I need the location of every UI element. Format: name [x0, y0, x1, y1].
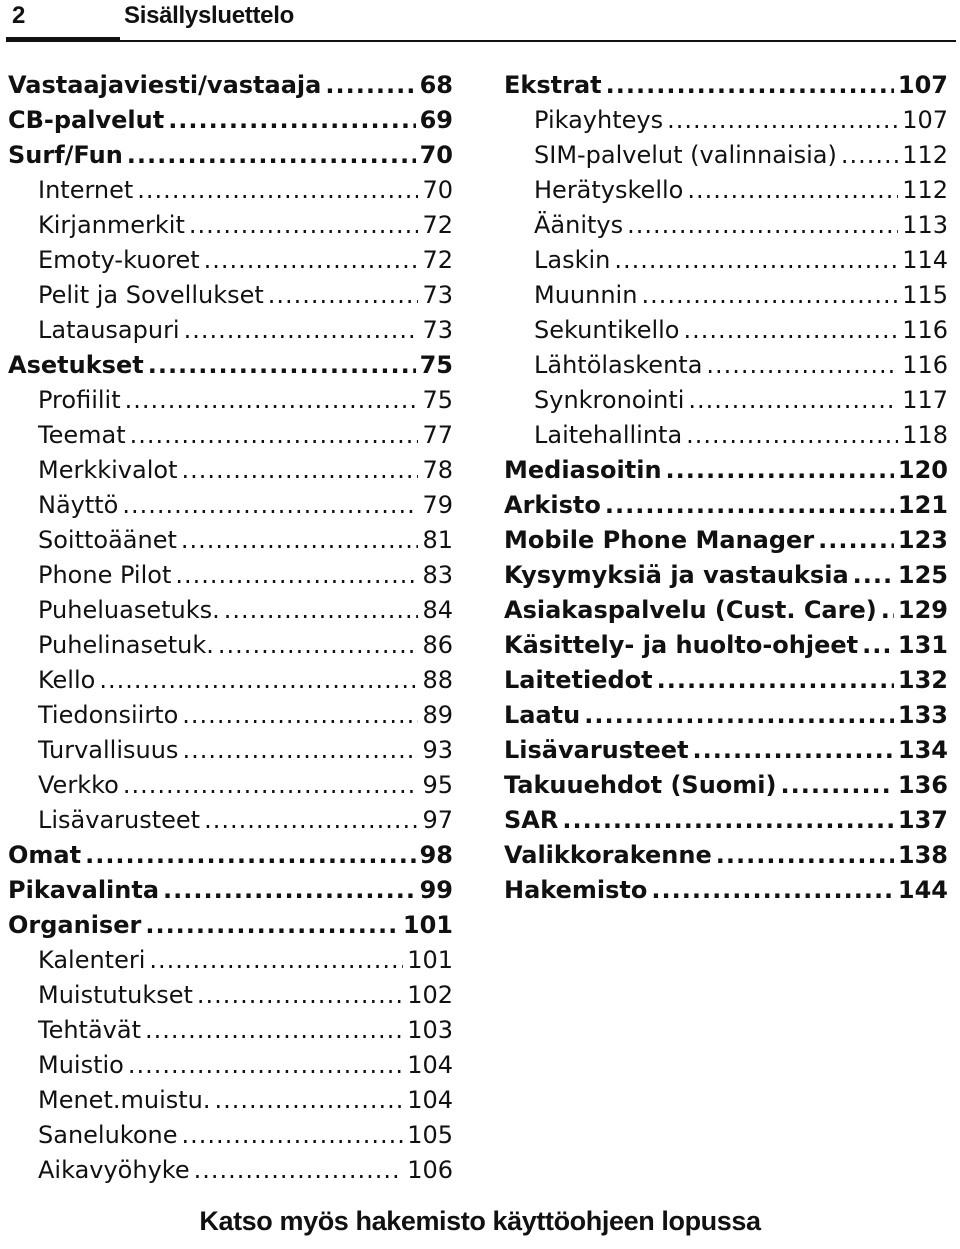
toc-entry-page: 68 — [419, 71, 453, 99]
toc-entry-label: Valikkorakenne — [504, 841, 712, 869]
toc-entry[interactable] — [504, 313, 948, 348]
toc-entry-page: 88 — [422, 666, 453, 694]
toc-entry-page: 70 — [422, 176, 453, 204]
toc-leader-dots — [125, 383, 419, 418]
toc-entry-page: 144 — [897, 876, 948, 904]
toc-leader-dots — [123, 768, 419, 803]
toc-entry-page: 101 — [407, 946, 453, 974]
toc-leader-dots — [818, 523, 894, 558]
toc-entry-page: 95 — [422, 771, 453, 799]
toc-entry-label: Phone Pilot — [38, 561, 172, 589]
toc-entry-page: 83 — [422, 561, 453, 589]
toc-entry-label: Asiakaspalvelu (Cust. Care) — [504, 596, 877, 624]
toc-leader-dots — [853, 558, 894, 593]
toc-entry-label: Sanelukone — [38, 1121, 178, 1149]
toc-entry[interactable] — [8, 733, 453, 768]
toc-entry[interactable] — [8, 803, 453, 838]
toc-entry-label: Mobile Phone Manager — [504, 526, 815, 554]
toc-entry[interactable] — [8, 908, 453, 943]
toc-entry-label: Laatu — [504, 701, 581, 729]
toc-leader-dots — [781, 768, 894, 803]
page-number: 2 — [12, 2, 26, 29]
toc-entry-label: Vastaajaviesti/vastaaja — [8, 71, 322, 99]
toc-entry-label: Herätyskello — [534, 176, 684, 204]
toc-entry[interactable] — [8, 488, 453, 523]
toc-entry[interactable] — [504, 103, 948, 138]
toc-leader-dots — [716, 838, 894, 873]
toc-entry-label: Kirjanmerkit — [38, 211, 185, 239]
toc-entry-page: 75 — [422, 386, 453, 414]
toc-entry-label: CB-palvelut — [8, 106, 165, 134]
toc-leader-dots — [667, 103, 898, 138]
toc-entry-page: 77 — [422, 421, 453, 449]
toc-entry[interactable] — [504, 523, 948, 558]
toc-entry[interactable] — [8, 1118, 453, 1153]
toc-leader-dots — [657, 663, 894, 698]
toc-leader-dots — [862, 628, 894, 663]
toc-entry-page: 106 — [407, 1156, 453, 1184]
page-header — [0, 0, 960, 44]
toc-entry[interactable] — [504, 768, 948, 803]
toc-entry[interactable] — [8, 978, 453, 1013]
toc-entry-page: 72 — [422, 246, 453, 274]
toc-entry-page: 138 — [897, 841, 948, 869]
toc-entry[interactable] — [8, 103, 453, 138]
toc-entry-page: 102 — [407, 981, 453, 1009]
toc-entry-page: 134 — [897, 736, 948, 764]
toc-entry-label: Puhelinasetuk. — [38, 631, 214, 659]
toc-entry-label: Internet — [38, 176, 134, 204]
toc-entry-page: 81 — [422, 526, 453, 554]
toc-entry-page: 99 — [419, 876, 453, 904]
toc-leader-dots — [122, 488, 418, 523]
toc-leader-dots — [127, 138, 416, 173]
toc-entry[interactable] — [8, 943, 453, 978]
toc-leader-dots — [204, 243, 419, 278]
toc-entry[interactable] — [504, 663, 948, 698]
toc-entry-label: Hakemisto — [504, 876, 648, 904]
toc-entry-label: Käsittely- ja huolto-ohjeet — [504, 631, 859, 659]
toc-leader-dots — [145, 1013, 403, 1048]
toc-entry-page: 101 — [402, 911, 453, 939]
toc-leader-dots — [688, 383, 898, 418]
toc-entry-page: 75 — [419, 351, 453, 379]
toc-leader-dots — [666, 453, 894, 488]
toc-entry-page: 129 — [897, 596, 948, 624]
header-rule-thick — [6, 37, 120, 42]
toc-entry-page: 105 — [407, 1121, 453, 1149]
toc-entry-label: Takuuehdot (Suomi) — [504, 771, 777, 799]
toc-entry[interactable] — [504, 803, 948, 838]
toc-entry-label: SAR — [504, 806, 559, 834]
toc-entry[interactable] — [504, 733, 948, 768]
toc-entry[interactable] — [504, 138, 948, 173]
toc-leader-dots — [137, 173, 418, 208]
toc-entry-label: Omat — [8, 841, 82, 869]
toc-leader-dots — [181, 523, 419, 558]
toc-leader-dots — [149, 943, 403, 978]
toc-leader-dots — [128, 1048, 403, 1083]
toc-entry-label: Kalenteri — [38, 946, 146, 974]
toc-entry[interactable] — [504, 453, 948, 488]
toc-entry-page: 118 — [902, 421, 948, 449]
toc-leader-dots — [693, 733, 894, 768]
toc-entry-page: 72 — [422, 211, 453, 239]
toc-entry-page: 123 — [897, 526, 948, 554]
toc-entry-label: Organiser — [8, 911, 142, 939]
toc-entry[interactable] — [8, 663, 453, 698]
toc-entry-label: Pikayhteys — [534, 106, 664, 134]
toc-entry-label: Muunnin — [534, 281, 638, 309]
toc-entry-page: 112 — [902, 141, 948, 169]
toc-entry-page: 70 — [419, 141, 453, 169]
toc-entry[interactable] — [8, 873, 453, 908]
toc-entry[interactable] — [504, 628, 948, 663]
toc-entry-page: 78 — [422, 456, 453, 484]
toc-entry-page: 114 — [902, 246, 948, 274]
toc-leader-dots — [168, 103, 415, 138]
toc-leader-dots — [218, 628, 419, 663]
toc-leader-dots — [99, 663, 418, 698]
toc-entry-page: 73 — [422, 316, 453, 344]
toc-entry-label: Menet.muistu. — [38, 1086, 211, 1114]
toc-entry-label: Kello — [38, 666, 96, 694]
toc-leader-dots — [687, 173, 898, 208]
toc-entry[interactable] — [8, 768, 453, 803]
toc-entry[interactable] — [504, 698, 948, 733]
toc-entry-label: Asetukset — [8, 351, 144, 379]
toc-entry[interactable] — [8, 1013, 453, 1048]
toc-leader-dots — [181, 453, 418, 488]
toc-entry[interactable] — [8, 1083, 453, 1118]
toc-entry-page: 107 — [897, 71, 948, 99]
toc-entry-label: Verkko — [38, 771, 119, 799]
toc-entry-label: Lisävarusteet — [38, 806, 201, 834]
toc-leader-dots — [175, 558, 418, 593]
toc-leader-dots — [841, 138, 898, 173]
toc-entry[interactable] — [8, 838, 453, 873]
toc-entry-page: 104 — [407, 1086, 453, 1114]
toc-entry-label: Surf/Fun — [8, 141, 123, 169]
toc-entry-label: Näyttö — [38, 491, 119, 519]
toc-entry-page: 104 — [407, 1051, 453, 1079]
header-rule-thin — [120, 40, 956, 42]
toc-entry-label: Laskin — [534, 246, 611, 274]
toc-entry-label: Profiilit — [38, 386, 121, 414]
toc-entry[interactable] — [8, 383, 453, 418]
toc-entry[interactable] — [504, 278, 948, 313]
toc-entry-page: 116 — [902, 351, 948, 379]
toc-entry-label: Ekstrat — [504, 71, 602, 99]
page-title: Sisällysluettelo — [124, 2, 294, 29]
toc-entry-label: Synkronointi — [534, 386, 685, 414]
toc-entry-page: 120 — [897, 456, 948, 484]
toc-leader-dots — [651, 873, 894, 908]
toc-entry[interactable] — [8, 138, 453, 173]
toc-entry[interactable] — [8, 628, 453, 663]
toc-entry-label: Laitehallinta — [534, 421, 683, 449]
toc-entry-label: Merkkivalot — [38, 456, 178, 484]
toc-entry-label: Tehtävät — [38, 1016, 141, 1044]
toc-entry-page: 115 — [902, 281, 948, 309]
toc-entry-label: Latausapuri — [38, 316, 180, 344]
toc-entry-page: 84 — [422, 596, 453, 624]
toc-entry-label: Puheluasetuks. — [38, 596, 220, 624]
toc-leader-dots — [182, 1118, 404, 1153]
toc-leader-dots — [268, 278, 419, 313]
toc-leader-dots — [189, 208, 419, 243]
toc-leader-dots — [194, 1153, 404, 1188]
toc-leader-dots — [684, 313, 899, 348]
toc-entry-page: 93 — [422, 736, 453, 764]
toc-entry-page: 131 — [897, 631, 948, 659]
toc-entry-label: Muistutukset — [38, 981, 193, 1009]
toc-entry-label: Muistio — [38, 1051, 124, 1079]
toc-entry-page: 97 — [422, 806, 453, 834]
toc-entry-page: 107 — [902, 106, 948, 134]
toc-leader-dots — [605, 488, 894, 523]
toc-entry[interactable] — [8, 558, 453, 593]
toc-entry[interactable] — [504, 418, 948, 453]
toc-entry[interactable] — [8, 313, 453, 348]
toc-leader-dots — [325, 68, 415, 103]
toc-entry-label: Emoty-kuoret — [38, 246, 200, 274]
toc-entry[interactable] — [8, 1048, 453, 1083]
toc-entry-label: Äänitys — [534, 211, 624, 239]
toc-leader-dots — [182, 698, 418, 733]
toc-entry-page: 103 — [407, 1016, 453, 1044]
toc-entry-page: 79 — [422, 491, 453, 519]
toc-entry[interactable] — [504, 243, 948, 278]
toc-entry-page: 116 — [902, 316, 948, 344]
toc-entry[interactable] — [8, 173, 453, 208]
toc-entry-label: Arkisto — [504, 491, 601, 519]
toc-entry-label: Turvallisuus — [38, 736, 179, 764]
toc-leader-dots — [641, 278, 898, 313]
toc-leader-dots — [627, 208, 898, 243]
toc-entry-label: Sekuntikello — [534, 316, 680, 344]
toc-entry-page: 113 — [902, 211, 948, 239]
toc-entry-page: 137 — [897, 806, 948, 834]
toc-entry-label: Tiedonsiirto — [38, 701, 179, 729]
toc-leader-dots — [562, 803, 894, 838]
toc-entry-label: Mediasoitin — [504, 456, 662, 484]
toc-entry-page: 121 — [897, 491, 948, 519]
toc-entry[interactable] — [8, 523, 453, 558]
toc-leader-dots — [686, 418, 898, 453]
toc-leader-dots — [606, 68, 894, 103]
toc-entry-label: Pelit ja Sovellukset — [38, 281, 264, 309]
toc-leader-dots — [584, 698, 894, 733]
toc-entry-label: SIM-palvelut (valinnaisia) — [534, 141, 837, 169]
toc-leader-dots — [163, 873, 416, 908]
toc-leader-dots — [706, 348, 898, 383]
toc-entry[interactable] — [8, 453, 453, 488]
toc-entry[interactable] — [8, 1153, 453, 1188]
toc-entry-page: 133 — [897, 701, 948, 729]
toc-entry[interactable] — [8, 348, 453, 383]
toc-entry[interactable] — [504, 558, 948, 593]
toc-entry[interactable] — [504, 488, 948, 523]
toc-entry-page: 112 — [902, 176, 948, 204]
footer-note: Katso myös hakemisto käyttöohjeen lopussa — [199, 1206, 761, 1236]
toc-leader-dots — [881, 593, 894, 628]
toc-entry-label: Aikavyöhyke — [38, 1156, 190, 1184]
toc-entry-page: 132 — [897, 666, 948, 694]
toc-leader-dots — [145, 908, 399, 943]
toc-entry-page: 69 — [419, 106, 453, 134]
toc-entry[interactable] — [8, 243, 453, 278]
toc-entry[interactable] — [8, 68, 453, 103]
toc-entry-label: Teemat — [38, 421, 126, 449]
toc-entry[interactable] — [504, 208, 948, 243]
toc-entry[interactable] — [504, 873, 948, 908]
toc-leader-dots — [85, 838, 416, 873]
toc-leader-dots — [614, 243, 898, 278]
toc-entry[interactable] — [504, 348, 948, 383]
toc-entry[interactable] — [8, 278, 453, 313]
toc-entry-label: Lisävarusteet — [504, 736, 689, 764]
toc-entry[interactable] — [504, 68, 948, 103]
toc-leader-dots — [197, 978, 403, 1013]
toc-entry-page: 136 — [897, 771, 948, 799]
toc-entry[interactable] — [8, 698, 453, 733]
toc-entry-label: Lähtölaskenta — [534, 351, 703, 379]
toc-leader-dots — [204, 803, 418, 838]
toc-entry[interactable] — [8, 418, 453, 453]
toc-leader-dots — [215, 1083, 404, 1118]
toc-entry-page: 125 — [897, 561, 948, 589]
toc-entry-page: 89 — [422, 701, 453, 729]
toc-entry-label: Pikavalinta — [8, 876, 160, 904]
toc-entry[interactable] — [504, 383, 948, 418]
toc-entry[interactable] — [8, 208, 453, 243]
toc-entry-page: 117 — [902, 386, 948, 414]
toc-entry[interactable] — [504, 173, 948, 208]
toc-entry-label: Kysymyksiä ja vastauksia — [504, 561, 849, 589]
toc-entry[interactable] — [504, 593, 948, 628]
toc-entry-label: Laitetiedot — [504, 666, 653, 694]
toc-left-column — [8, 68, 453, 1188]
toc-entry-page: 86 — [422, 631, 453, 659]
toc-entry-label: Soittoäänet — [38, 526, 177, 554]
toc-leader-dots — [184, 313, 419, 348]
toc-entry-page: 73 — [422, 281, 453, 309]
toc-leader-dots — [130, 418, 419, 453]
toc-entry-page: 98 — [419, 841, 453, 869]
toc-leader-dots — [224, 593, 419, 628]
toc-leader-dots — [148, 348, 416, 383]
toc-right-column — [504, 68, 948, 908]
toc-entry[interactable] — [8, 593, 453, 628]
toc-entry[interactable] — [504, 838, 948, 873]
toc-leader-dots — [182, 733, 418, 768]
